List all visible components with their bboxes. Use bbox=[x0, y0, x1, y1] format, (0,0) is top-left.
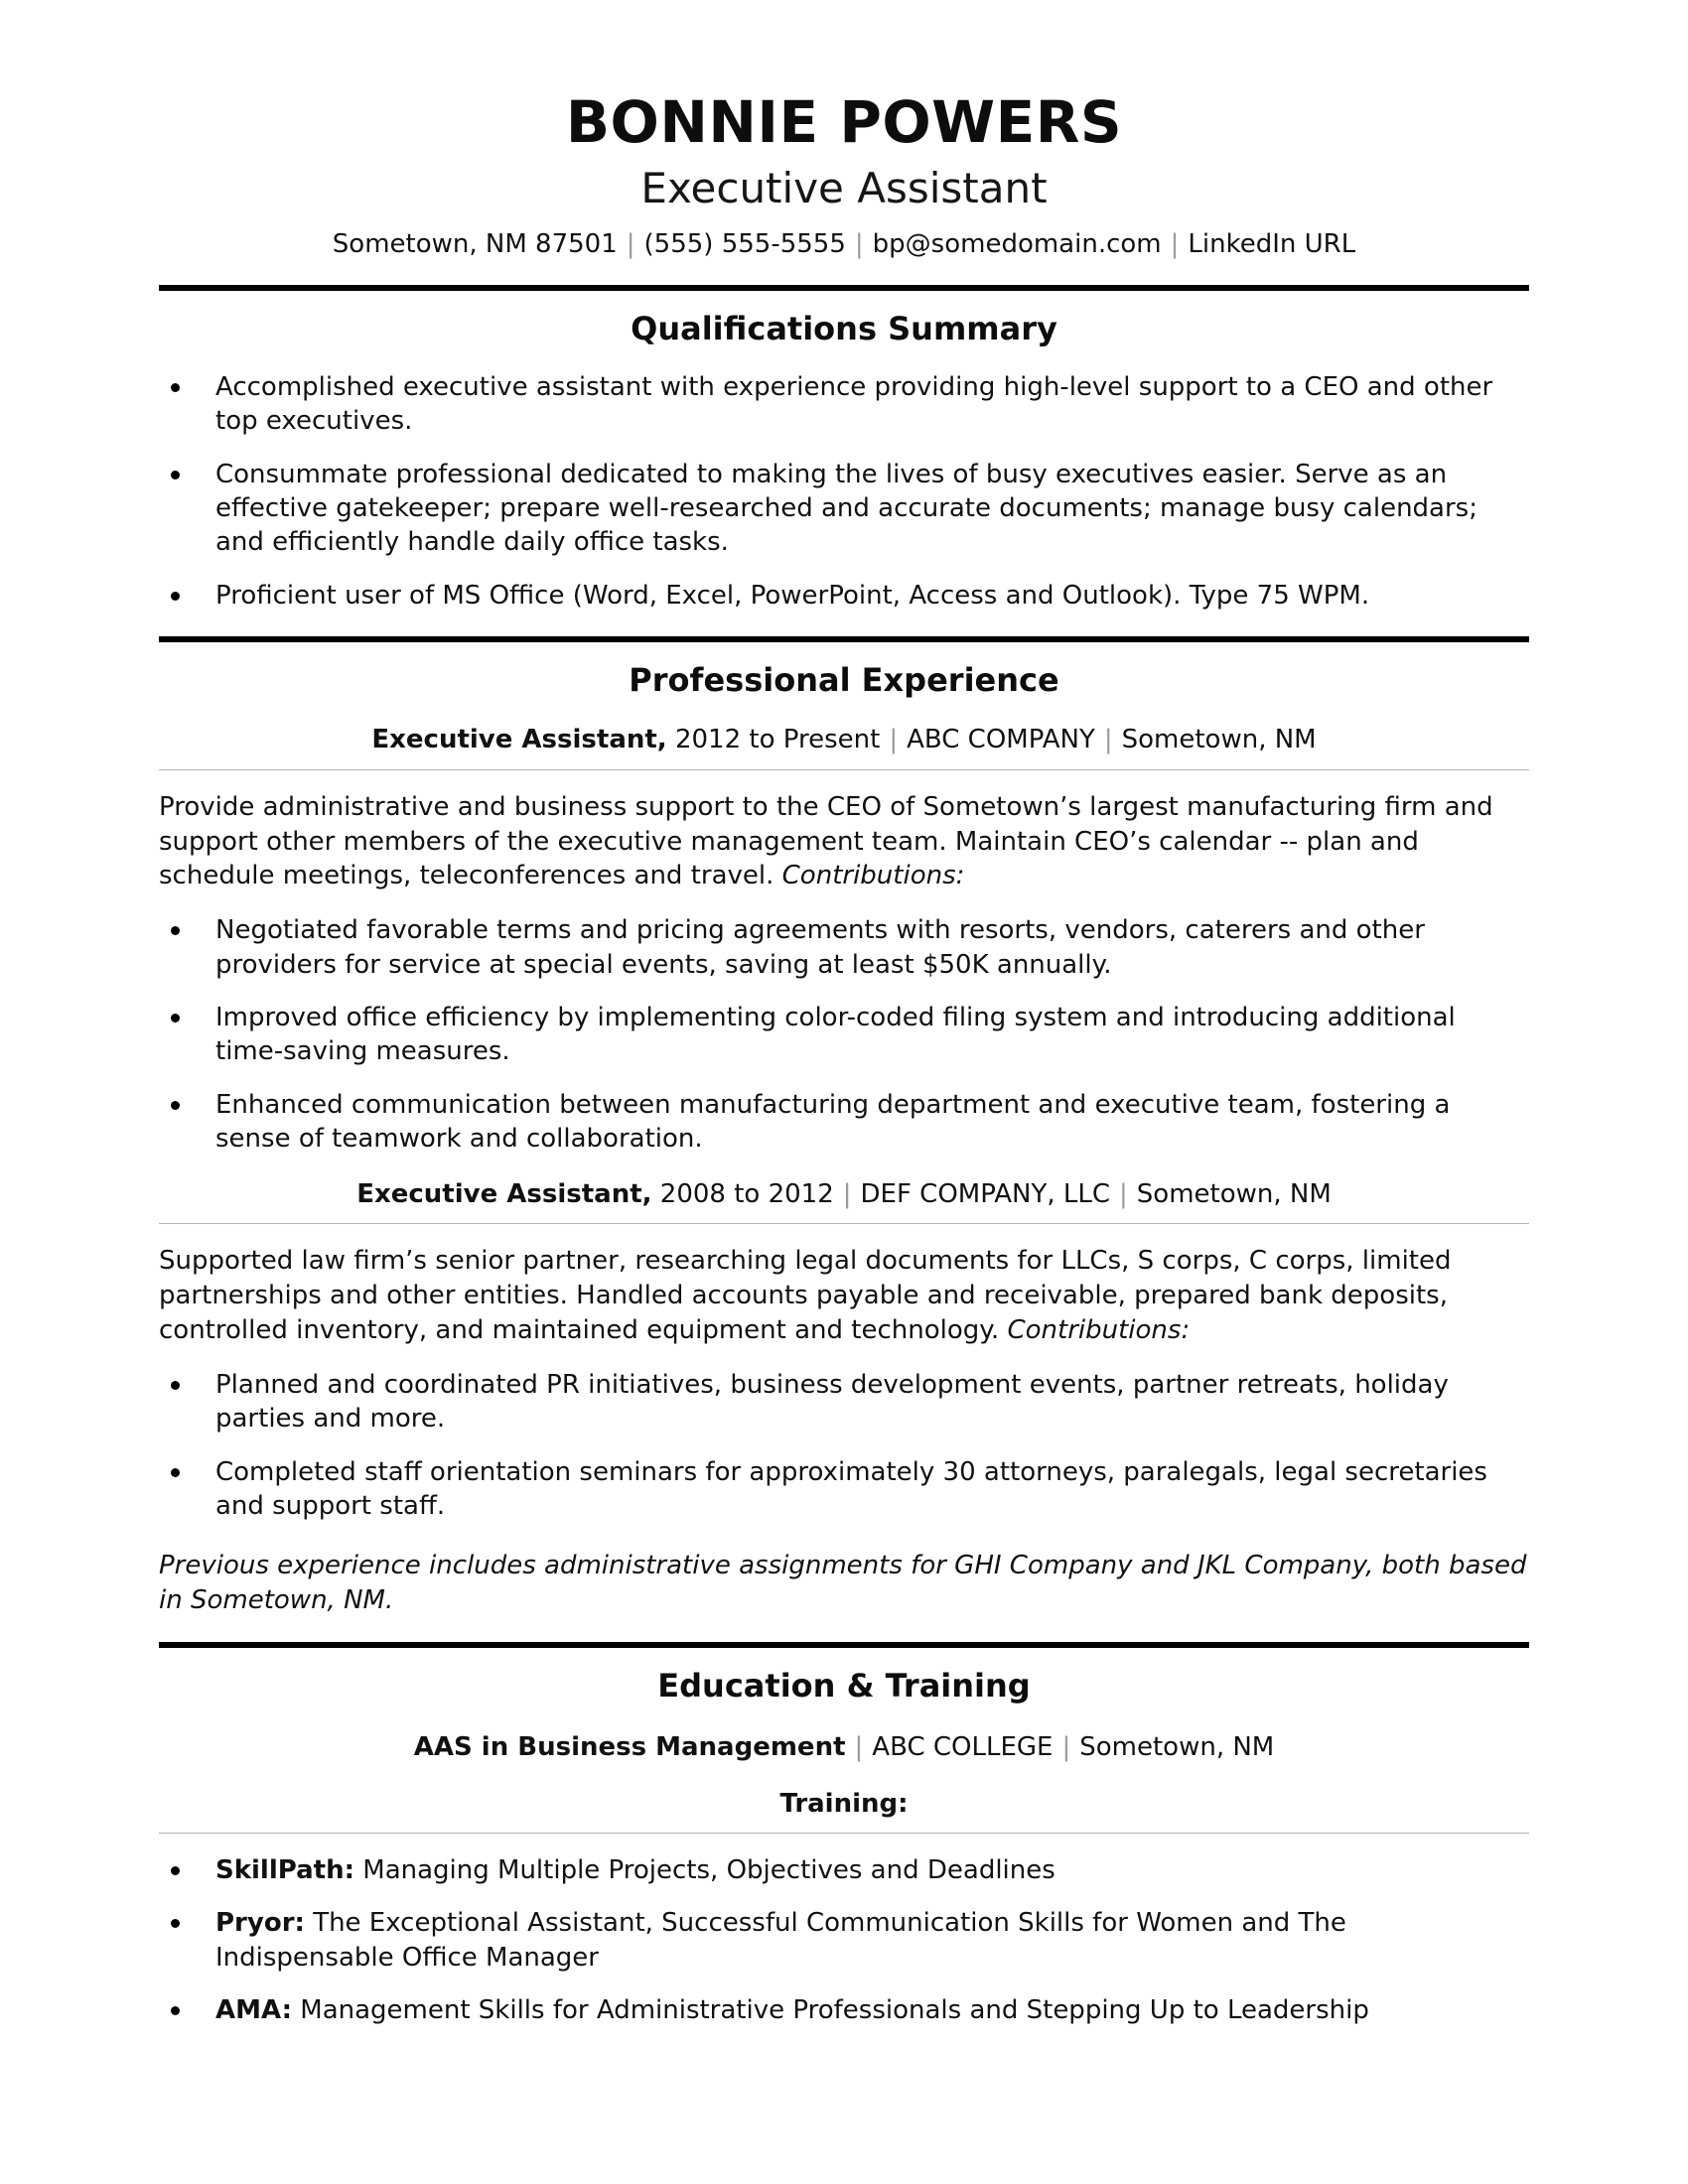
job-summary-text: Supported law firm’s senior partner, researching legal documents for LLCs, S corps, C corps, limited partnerships and other entities. Handled accounts payable and receivable, prepared bank deposits, controlled inventory, and maintained equipment and technology. bbox=[159, 1246, 1452, 1346]
bullet-dot bbox=[171, 1014, 180, 1023]
contact-location: Sometown, NM 87501 bbox=[332, 229, 618, 260]
job-location: Sometown, NM bbox=[1121, 725, 1317, 755]
section-divider bbox=[159, 636, 1529, 642]
training-courses: The Exceptional Assistant, Successful Communication Skills for Women and The Indispensable Office Manager bbox=[215, 1908, 1346, 1973]
bullet-dot bbox=[171, 2006, 180, 2015]
training-heading: Training: bbox=[159, 1787, 1529, 1834]
bullet-dot bbox=[171, 1101, 180, 1110]
training-provider: Pryor: bbox=[215, 1908, 305, 1939]
bullet-text bbox=[215, 1993, 1369, 2027]
separator-bar: | bbox=[854, 229, 864, 260]
resume-header bbox=[159, 89, 1529, 261]
bullet-dot bbox=[171, 1866, 180, 1875]
training-list bbox=[159, 1853, 1529, 2027]
section-title-qualifications: Qualifications Summary bbox=[631, 310, 1057, 348]
separator-bar: | bbox=[626, 229, 635, 260]
contact-email: bp@somedomain.com bbox=[872, 229, 1162, 260]
job-dates: 2008 to 2012 bbox=[659, 1179, 834, 1210]
college: ABC COLLEGE bbox=[872, 1732, 1054, 1763]
contact-phone: (555) 555-5555 bbox=[643, 229, 846, 260]
training-courses: Management Skills for Administrative Professionals and Stepping Up to Leadership bbox=[300, 1994, 1369, 2025]
section-title-experience: Professional Experience bbox=[629, 660, 1059, 699]
separator-bar: | bbox=[842, 1179, 852, 1210]
previous-experience-note: Previous experience includes administrative assignments for GHI Company and JKL Company, both based in Sometown, NM. bbox=[159, 1551, 1527, 1615]
training-courses: Managing Multiple Projects, Objectives and Deadlines bbox=[362, 1855, 1055, 1886]
separator-bar: | bbox=[889, 725, 899, 755]
separator-bar: | bbox=[1061, 1732, 1071, 1763]
bullet-text bbox=[215, 1906, 1529, 1975]
bullet-text: Improved office efficiency by implementing color-coded filing system and introducing additional time-saving measures. bbox=[215, 1002, 1456, 1067]
bullet-text: Consummate professional dedicated to making the lives of busy executives easier. Serve as an effective gatekeeper; prepare well-researched and accurate documents; manage busy calendars; and efficiently handle daily office tasks. bbox=[215, 459, 1477, 558]
bullet-text bbox=[215, 1853, 1055, 1887]
job-summary-contributions: Contributions: bbox=[781, 861, 965, 891]
job-company: ABC COMPANY bbox=[907, 725, 1095, 755]
bullet-dot bbox=[171, 471, 180, 479]
degree: AAS in Business Management bbox=[413, 1732, 846, 1763]
training-provider: SkillPath: bbox=[215, 1855, 354, 1886]
bullet-text: Proficient user of MS Office (Word, Excel, PowerPoint, Access and Outlook). Type 75 WPM. bbox=[215, 580, 1370, 611]
college-location: Sometown, NM bbox=[1079, 1732, 1275, 1763]
person-job-title: Executive Assistant bbox=[640, 163, 1048, 212]
bullet-dot bbox=[171, 926, 180, 935]
job-dates: 2012 to Present bbox=[674, 725, 881, 755]
person-name: BONNIE POWERS bbox=[565, 88, 1123, 156]
job-location: Sometown, NM bbox=[1136, 1179, 1332, 1210]
list-item bbox=[159, 1001, 1529, 1069]
job-summary-contributions: Contributions: bbox=[1007, 1315, 1191, 1346]
separator-bar: | bbox=[1103, 725, 1113, 755]
job-title: Executive Assistant, bbox=[371, 725, 667, 755]
list-item bbox=[159, 1906, 1529, 1975]
list-item bbox=[159, 1455, 1529, 1524]
job-heading bbox=[159, 723, 1529, 769]
bullet-dot bbox=[171, 1919, 180, 1928]
list-item bbox=[159, 1993, 1529, 2027]
job-company: DEF COMPANY, LLC bbox=[860, 1179, 1111, 1210]
bullet-text: Enhanced communication between manufacturing department and executive team, fostering a sense of teamwork and collaboration. bbox=[215, 1089, 1451, 1154]
separator-bar: | bbox=[1170, 229, 1180, 260]
job-bullet-list bbox=[159, 1368, 1529, 1523]
qualifications-list bbox=[159, 370, 1529, 613]
separator-bar: | bbox=[854, 1732, 864, 1763]
section-divider bbox=[159, 1642, 1529, 1648]
bullet-dot bbox=[171, 592, 180, 601]
bullet-text: Accomplished executive assistant with experience providing high-level support to a CEO and other top executives. bbox=[215, 371, 1493, 437]
separator-bar: | bbox=[1119, 1179, 1128, 1210]
bullet-dot bbox=[171, 383, 180, 392]
list-item bbox=[159, 1088, 1529, 1157]
list-item bbox=[159, 579, 1529, 613]
job-summary bbox=[159, 790, 1529, 893]
section-title-education: Education & Training bbox=[657, 1666, 1031, 1705]
bullet-dot bbox=[171, 1381, 180, 1390]
training-provider: AMA: bbox=[215, 1994, 292, 2025]
section-divider bbox=[159, 285, 1529, 291]
education-degree-line bbox=[159, 1730, 1529, 1764]
job-heading bbox=[159, 1177, 1529, 1224]
bullet-text: Negotiated favorable terms and pricing agreements with resorts, vendors, caterers and other providers for service at special events, saving at least $50K annually. bbox=[215, 915, 1425, 980]
job-summary bbox=[159, 1244, 1529, 1347]
list-item bbox=[159, 370, 1529, 439]
bullet-text: Planned and coordinated PR initiatives, business development events, partner retreats, holiday parties and more. bbox=[215, 1369, 1449, 1434]
bullet-text: Completed staff orientation seminars for approximately 30 attorneys, paralegals, legal secretaries and support staff. bbox=[215, 1456, 1487, 1521]
list-item bbox=[159, 913, 1529, 982]
list-item bbox=[159, 1853, 1529, 1887]
contact-line bbox=[159, 227, 1529, 261]
contact-linkedin: LinkedIn URL bbox=[1188, 229, 1356, 260]
bullet-dot bbox=[171, 1468, 180, 1477]
list-item bbox=[159, 1368, 1529, 1436]
job-bullet-list bbox=[159, 913, 1529, 1156]
job-summary-text: Provide administrative and business support to the CEO of Sometown’s largest manufacturing firm and support other members of the executive management team. Maintain CEO’s calendar -- plan and schedule meetings, teleconferences and travel. bbox=[159, 791, 1493, 891]
list-item bbox=[159, 458, 1529, 560]
job-title: Executive Assistant, bbox=[356, 1179, 652, 1210]
